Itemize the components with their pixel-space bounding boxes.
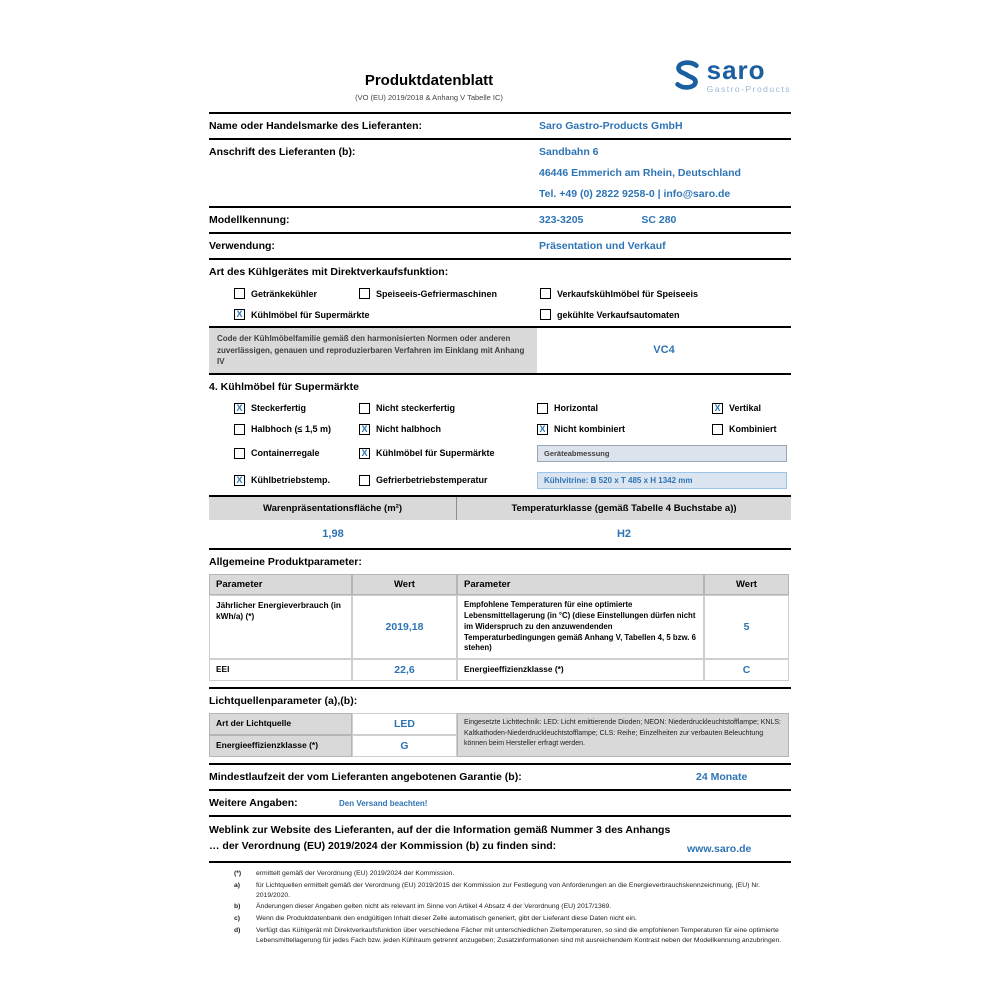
checkbox-label: Kühlmöbel für Supermärkte [251,309,370,320]
supplier-address-value [539,146,741,200]
checkbox-label: Verkaufskühlmöbel für Speiseeis [557,288,699,299]
checkbox[interactable]: X [234,475,245,486]
display-area-label: Warenpräsentationsfläche (m²) [209,497,457,520]
option-getraenkekuehler [234,288,359,299]
light-parameters-section [209,689,791,765]
more-info-label: Weitere Angaben: [209,797,298,810]
option-gekuehlte-verkaufsautomaten [540,309,791,320]
weblink-url[interactable]: www.saro.de [687,842,752,855]
checkbox[interactable] [359,403,370,414]
guarantee-row [209,765,791,791]
model-name: SC 280 [641,214,677,226]
model-label: Modellkennung: [209,214,290,226]
type-option-row [209,288,791,299]
option-kombiniert [712,424,791,435]
guarantee-label: Mindestlaufzeit der vom Lieferanten angebotenen Garantie (b): [209,771,522,784]
page-subtitle: (VO (EU) 2019/2018 & Anhang V Tabelle IC) [355,93,503,102]
checkbox-label: Gefrierbetriebstemperatur [376,475,488,486]
option-gefrierbetriebstemperatur [359,475,537,486]
light-technology-note: Eingesetzte Lichttechnik: LED: Licht emittierende Dioden; NEON: Niederdruckleuchtstofflampe; KNLS: Kaltkathoden-Niederdruckleuchtstofflampe; CLS: Reihe; Einzelheiten zur verbauten Beleuchtung können beim Hersteller erfragt werden. [457,713,789,757]
checkbox-label: gekühlte Verkaufsautomaten [557,309,680,320]
option-nicht-steckerfertig [359,403,537,414]
option-nicht-kombiniert [537,424,712,435]
guarantee-value: 24 Monate [696,771,748,784]
value-eei: 22,6 [352,659,457,681]
logo-text [706,55,791,94]
parameters-table [209,574,791,682]
address-line: Sandbahn 6 [539,146,599,158]
checkbox[interactable]: X [359,448,370,459]
usage-label: Verwendung: [209,240,275,252]
header [209,50,791,114]
checkbox[interactable] [234,288,245,299]
checkbox-label: Steckerfertig [251,403,307,414]
checkbox[interactable] [234,424,245,435]
option-speiseeis-gefriermaschinen [359,288,540,299]
column-header: Wert [352,574,457,595]
checkbox-label: Nicht kombiniert [554,424,626,435]
appliance-type-section [209,260,791,328]
checkbox-label: Getränkekühler [251,288,318,299]
value-recommended-temperatures: 5 [704,595,789,660]
footnote-marker: d) [234,927,241,935]
general-parameters-section [209,550,791,690]
checkbox-label: Vertikal [729,403,762,414]
column-header: Parameter [209,574,352,595]
logo-tagline: Gastro-Products [706,84,791,94]
logo-brand: saro [706,55,766,85]
page-title: Produktdatenblatt [364,72,494,89]
option-horizontal [537,403,712,414]
checkbox-label: Nicht steckerfertig [376,403,456,414]
appliance-type-title: Art des Kühlgerätes mit Direktverkaufsfunktion: [209,266,449,278]
option-nicht-halbhoch [359,424,537,435]
footnotes [209,863,791,946]
checkbox[interactable]: X [712,403,723,414]
value-energy-class: C [704,659,789,681]
footnote-marker: c) [234,915,241,923]
checkbox-label: Kombiniert [729,424,777,435]
checkbox[interactable]: X [537,424,548,435]
supplier-name-label: Name oder Handelsmarke des Lieferanten: [209,120,422,132]
checkbox[interactable] [540,288,551,299]
weblink-label: Weblink zur Website des Lieferanten, auf der die Information gemäß Nummer 3 des Anhangs … der Verordnung (EU) 2019/2024 der Kommission (b) zu finden sind: [209,824,671,853]
footnote-text: Verfügt das Kühlgerät mit Direktverkaufsfunktion über verschiedene Fächer mit unterschiedlichen Zieltemperaturen, so sind die empfohlenen Temperaturen für eine optimierte Lebensmittellagerung für jedes Fach bzw. jeden Kühlraum getrennt anzugeben; Zusatzinformationen sind mit ausreichendem Kontrast neben der Modellkennung anzubringen. [256,927,782,944]
address-line: 46446 Emmerich am Rhein, Deutschland [539,167,741,179]
display-area-value: 1,98 [322,527,344,540]
footnote-text: Änderungen dieser Angaben gelten nicht als relevant im Sinne von Artikel 4 Absatz 4 der Verordnung (EU) 2017/1369. [256,903,612,911]
footnote [234,902,791,912]
footnote [234,869,791,879]
checkbox[interactable] [537,403,548,414]
footnote [234,914,791,924]
display-area-values [209,520,791,548]
light-type-label: Art der Lichtquelle [209,713,352,735]
dimensions-header: Geräteabmessung [537,445,787,462]
option-kuehlmoebel-supermaerkte [234,309,540,320]
param-eei: EEI [209,659,352,681]
section4-title: 4. Kühlmöbel für Supermärkte [209,380,359,393]
supplier-name-value: Saro Gastro-Products GmbH [539,120,683,132]
footnote [234,881,791,901]
general-parameters-title: Allgemeine Produktparameter: [209,555,362,568]
footnote-marker: b) [234,903,241,911]
checkbox[interactable] [712,424,723,435]
type-option-row [209,309,791,320]
checkbox-label: Containerregale [251,448,320,459]
section4-option-row [209,445,791,462]
light-parameters-table [209,713,791,757]
checkbox-label: Halbhoch (≤ 1,5 m) [251,424,331,435]
checkbox-label: Kühlmöbel für Supermärkte [376,448,495,459]
footnote-marker: a) [234,881,241,889]
usage-row [209,234,791,260]
checkbox-label: Kühlbetriebstemp. [251,475,331,486]
footnote [234,926,791,946]
light-type-value: LED [352,713,457,735]
option-vertikal [712,403,791,414]
checkbox[interactable]: X [359,424,370,435]
section4-option-row [209,472,791,489]
family-code-row [209,328,791,375]
supplier-address-row [209,140,791,208]
model-row [209,208,791,234]
option-verkaufskuehlmoebel-speiseeis [540,288,791,299]
checkbox[interactable]: X [234,403,245,414]
more-info-value: Den Versand beachten! [339,799,428,809]
light-energy-class-value: G [352,735,457,757]
supplier-address-label: Anschrift des Lieferanten (b): [209,146,356,158]
checkbox[interactable] [359,288,370,299]
value-annual-energy: 2019,18 [352,595,457,660]
address-line-contact[interactable]: Tel. +49 (0) 2822 9258-0 | info@saro.de [539,188,731,200]
column-header: Parameter [457,574,704,595]
saro-s-icon [672,58,702,92]
saro-logo [672,55,791,94]
option-kuehlbetriebstemp [234,475,359,486]
checkbox-label: Nicht halbhoch [376,424,441,435]
param-recommended-temperatures: Empfohlene Temperaturen für eine optimierte Lebensmittellagerung (in °C) (diese Einstellungen dürfen nicht im Widerspruch zu den anzuwendenden Temperaturbedingungen gemäß Anhang V, Tabellen 4, 5 bzw. 6 stehen) [457,595,704,660]
weblink-row [209,817,791,863]
dimensions-value: Kühlvitrine: B 520 x T 485 x H 1342 mm [537,472,787,489]
param-annual-energy: Jährlicher Energieverbrauch (in kWh/a) (*) [209,595,352,660]
display-area-section [209,497,791,550]
checkbox[interactable] [234,448,245,459]
display-area-header [209,497,791,520]
checkbox-label: Speiseeis-Gefriermaschinen [376,288,498,299]
option-kuehlmoebel-supermaerkte [359,448,537,459]
checkbox-label: Horizontal [554,403,598,414]
option-containerregale [234,448,359,459]
column-header: Wert [704,574,789,595]
temperature-class-label: Temperaturklasse (gemäß Tabelle 4 Buchstabe a)) [511,502,737,514]
usage-value: Präsentation und Verkauf [539,240,666,252]
checkbox[interactable] [540,309,551,320]
product-datasheet [209,50,791,948]
light-parameters-title: Lichtquellenparameter (a),(b): [209,695,358,708]
checkbox[interactable] [359,475,370,486]
family-code-value: VC4 [653,344,675,357]
option-steckerfertig [234,403,359,414]
section4-option-row [209,403,791,414]
section4-option-row [209,424,791,435]
footnote-text: Wenn die Produktdatenbank den endgültigen Inhalt dieser Zelle automatisch generiert, gibt der Lieferant diese Daten nicht ein. [256,915,637,923]
checkbox[interactable]: X [234,309,245,320]
family-code-label: Code der Kühlmöbelfamilie gemäß den harmonisierten Normen oder anderen zuverlässigen, genauen und reproduzierbaren Verfahren im Einklang mit Anhang IV [209,328,537,373]
model-number: 323-3205 [539,214,584,226]
more-info-row [209,791,791,817]
supplier-name-row [209,114,791,140]
footnote-text: ermittelt gemäß der Verordnung (EU) 2019/2024 der Kommission. [256,869,455,877]
temperature-class-value: H2 [616,527,632,540]
param-energy-class: Energieeffizienzklasse (*) [457,659,704,681]
footnote-text: für Lichtquellen ermittelt gemäß der Verordnung (EU) 2019/2015 der Kommission zur Festlegung von Anforderungen an die Energieverbrauchskennzeichnung, (EU) Nr. 2019/2020. [256,881,761,899]
footnote-marker: (*) [234,869,242,877]
title-block [209,62,649,102]
light-energy-class-label: Energieeffizienzklasse (*) [209,735,352,757]
option-halbhoch [234,424,359,435]
supermarket-cabinet-section [209,375,791,497]
